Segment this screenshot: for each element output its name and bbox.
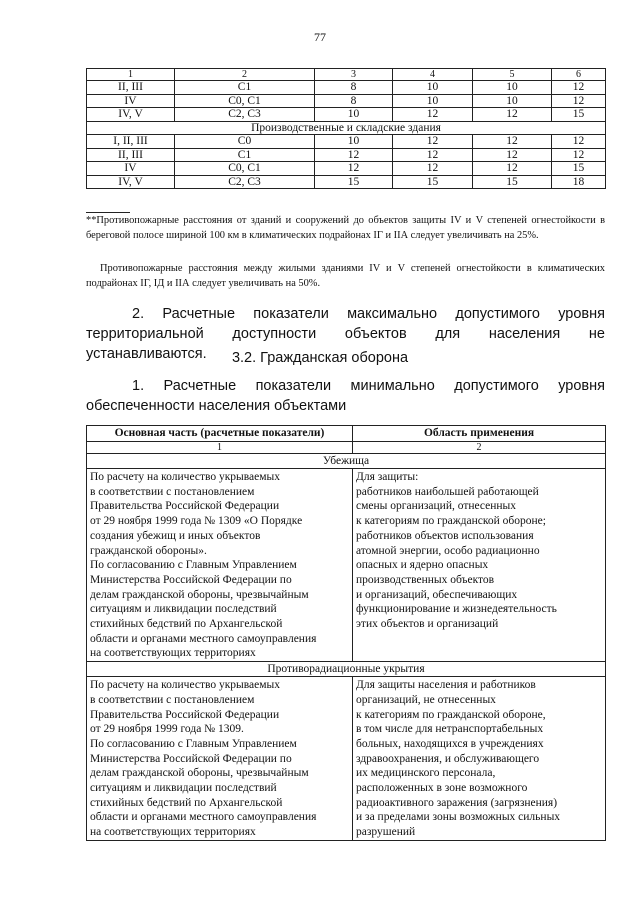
table-row <box>87 81 606 95</box>
text-line: смены организаций, отнесенных <box>356 500 517 513</box>
table-cell: 12 <box>393 162 473 176</box>
text-line: гражданской обороны». <box>90 544 207 557</box>
text-line: создания убежищ и иных объектов <box>90 529 261 542</box>
fire-distance-table <box>86 68 606 189</box>
table-cell: 12 <box>393 135 473 149</box>
column-index: 1 <box>87 442 353 454</box>
table-cell: 12 <box>315 148 393 162</box>
section-heading: 3.2. Гражданская оборона <box>231 350 409 366</box>
table-cell: 12 <box>473 148 552 162</box>
table-cell: C1 <box>175 81 315 95</box>
table-cell: C0 <box>175 135 315 149</box>
table-row <box>87 148 606 162</box>
table-cell: 3 <box>315 69 393 81</box>
text-line: и организаций, обеспечивающих <box>356 588 518 601</box>
table-cell: IV <box>87 162 175 176</box>
paragraph-accessibility: 2. Расчетные показатели максимально допустимого уровня территориальной доступности объектов для населения не устанавливаются. <box>86 306 605 362</box>
table-cell: I, II, III <box>87 135 175 149</box>
text-line: делам гражданской обороны, чрезвычайным <box>90 767 309 780</box>
table-cell: 12 <box>393 148 473 162</box>
table-row <box>87 469 606 662</box>
table-cell: C0, C1 <box>175 94 315 108</box>
table-cell: C2, C3 <box>175 175 315 189</box>
text-line: области и органами местного самоуправления <box>90 632 317 645</box>
shelters-indicators <box>87 469 353 662</box>
fire-distance-table-body <box>87 69 606 189</box>
table-cell: 12 <box>473 135 552 149</box>
table-cell: 5 <box>473 69 552 81</box>
table-row <box>87 108 606 122</box>
text-line: на соответствующих территориях <box>90 826 256 839</box>
footnote-2: Противопожарные расстояния между жилыми зданиями IV и V степеней огнестойкости в климатических подрайонах IГ, IД и IIА следует увеличивать на 50%. <box>86 263 605 289</box>
text-line: расположенных в зоне возможного <box>356 782 528 795</box>
table-cell: 15 <box>473 175 552 189</box>
text-line: ситуациям и ликвидации последствий <box>90 603 277 616</box>
table-row <box>87 162 606 176</box>
text-line: стихийных бедствий по Архангельской <box>90 796 283 809</box>
table-index-row <box>87 442 606 454</box>
text-line: области и органами местного самоуправления <box>90 811 317 824</box>
table-cell: IV, V <box>87 108 175 122</box>
text-line: к категориям по гражданской обороне; <box>356 515 546 528</box>
text-line: этих объектов и организаций <box>356 618 499 631</box>
footnote-separator <box>86 212 130 213</box>
table-cell: 10 <box>315 135 393 149</box>
table-cell: 12 <box>473 108 552 122</box>
text-line: в соответствии с постановлением <box>90 693 255 706</box>
table-cell: 10 <box>393 94 473 108</box>
text-line: функционирование и жизнедеятельность <box>356 603 557 616</box>
text-line: стихийных бедствий по Архангельской <box>90 618 283 631</box>
section-row <box>87 121 606 135</box>
table-cell: 15 <box>552 162 606 176</box>
table-cell: IV <box>87 94 175 108</box>
text-line: больных, находящихся в учреждениях <box>356 737 544 750</box>
column-header-scope: Область применения <box>353 426 606 442</box>
table-cell: C1 <box>175 148 315 162</box>
text-line: По согласованию с Главным Управлением <box>90 737 297 750</box>
table-cell: C0, C1 <box>175 162 315 176</box>
table-cell: 12 <box>393 108 473 122</box>
paragraph-provision: 1. Расчетные показатели минимально допустимого уровня обеспеченности населения объектами <box>86 378 605 414</box>
table-cell: C2, C3 <box>175 108 315 122</box>
text-line: ситуациям и ликвидации последствий <box>90 782 277 795</box>
table-header-row <box>87 69 606 81</box>
text-line: Министерства Российской Федерации по <box>90 573 292 586</box>
table-cell: 10 <box>393 81 473 95</box>
text-line: Для защиты населения и работников <box>356 679 536 692</box>
table-cell: 10 <box>473 81 552 95</box>
text-line: По расчету на количество укрываемых <box>90 471 281 483</box>
table-row <box>87 135 606 149</box>
table-cell: II, III <box>87 81 175 95</box>
table-cell: 12 <box>552 81 606 95</box>
text-line: их медицинского персонала, <box>356 767 496 780</box>
table-cell: 15 <box>552 108 606 122</box>
radiation-shelters-indicators <box>87 677 353 841</box>
text-line: атомной энергии, особо радиационно <box>356 544 540 557</box>
text-line: радиоактивного заражения (загрязнения) <box>356 796 558 809</box>
table-cell: 12 <box>315 162 393 176</box>
table-cell: 15 <box>315 175 393 189</box>
text-line: от 29 ноября 1999 года № 1309. <box>90 723 244 736</box>
section-row <box>87 662 606 677</box>
table-header-row <box>87 426 606 442</box>
radiation-shelters-scope <box>353 677 606 841</box>
table-cell: II, III <box>87 148 175 162</box>
text-line: работников объектов использования <box>356 529 534 542</box>
text-line: Для защиты: <box>356 471 419 483</box>
text-line: к категориям по гражданской обороне, <box>356 708 546 721</box>
table-cell: 6 <box>552 69 606 81</box>
text-line: По согласованию с Главным Управлением <box>90 559 297 572</box>
text-line: Правительства Российской Федерации <box>90 708 280 721</box>
table-cell: 12 <box>473 162 552 176</box>
table-cell: IV, V <box>87 175 175 189</box>
column-index: 2 <box>353 442 606 454</box>
text-line: производственных объектов <box>356 573 495 586</box>
text-line: на соответствующих территориях <box>90 647 256 660</box>
section-title-shelters: Убежища <box>87 454 606 469</box>
table-cell: 12 <box>552 94 606 108</box>
shelters-scope <box>353 469 606 662</box>
table-cell: 2 <box>175 69 315 81</box>
section-title: Производственные и складские здания <box>87 121 606 135</box>
table-cell: 12 <box>552 148 606 162</box>
text-line: в том числе для нетранспортабельных <box>356 723 544 736</box>
table-cell: 8 <box>315 94 393 108</box>
section-row <box>87 454 606 469</box>
table-cell: 10 <box>315 108 393 122</box>
text-line: работников наибольшей работающей <box>356 485 539 498</box>
text-line: Министерства Российской Федерации по <box>90 752 292 765</box>
table-row <box>87 175 606 189</box>
table-cell: 8 <box>315 81 393 95</box>
table-row <box>87 677 606 841</box>
table-cell: 1 <box>87 69 175 81</box>
text-line: организаций, не отнесенных <box>356 693 496 706</box>
page-number: 77 <box>314 30 326 44</box>
civil-defense-table <box>86 425 606 841</box>
text-line: разрушений <box>356 826 416 839</box>
column-header-main: Основная часть (расчетные показатели) <box>87 426 353 442</box>
section-title-radiation-shelters: Противорадиационные укрытия <box>87 662 606 677</box>
text-line: По расчету на количество укрываемых <box>90 679 281 692</box>
table-cell: 12 <box>552 135 606 149</box>
text-line: Правительства Российской Федерации <box>90 500 280 513</box>
table-cell: 4 <box>393 69 473 81</box>
text-line: делам гражданской обороны, чрезвычайным <box>90 588 309 601</box>
text-line: и за пределами зоны возможных сильных <box>356 811 561 824</box>
table-cell: 15 <box>393 175 473 189</box>
table-row <box>87 94 606 108</box>
text-line: от 29 ноября 1999 года № 1309 «О Порядке <box>90 515 303 528</box>
text-line: в соответствии с постановлением <box>90 485 255 498</box>
footnote-1: **Противопожарные расстояния от зданий и сооружений до объектов защиты IV и V степеней огнестойкости в береговой полосе шириной 100 км в климатических подрайонах IГ и IIА следует увеличивать на 25%. <box>86 215 605 241</box>
text-line: опасных и ядерно опасных <box>356 559 489 572</box>
table-cell: 18 <box>552 175 606 189</box>
table-cell: 10 <box>473 94 552 108</box>
text-line: здравоохранения, и обслуживающего <box>356 752 540 765</box>
